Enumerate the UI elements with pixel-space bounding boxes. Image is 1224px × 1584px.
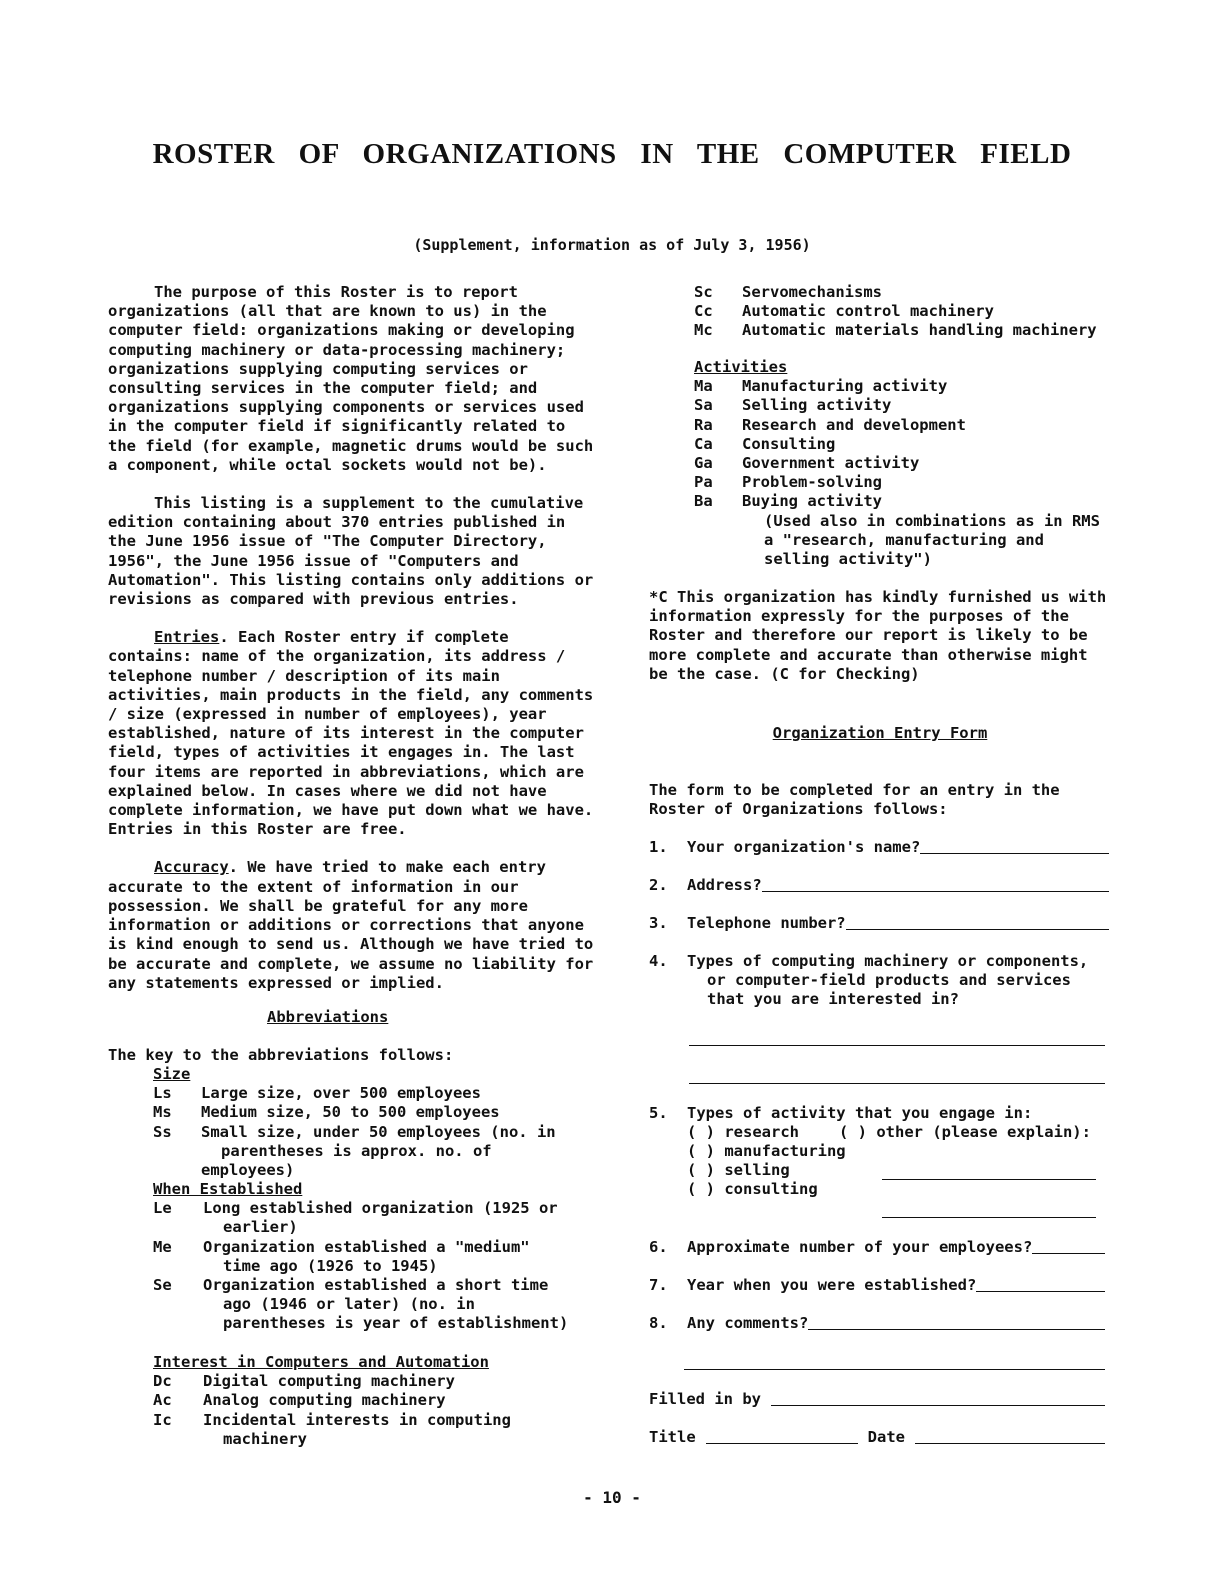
form-question-established: 7. Year when you were established? [649, 1276, 1105, 1295]
activity-item: Pa Problem-solving [694, 473, 882, 492]
established-section [153, 1180, 573, 1334]
form-heading: Organization Entry Form [772, 724, 988, 742]
form-intro: The form to be completed for an entry in the Roster of Organizations follows: [649, 781, 1060, 819]
established-item: Se Organization established a short time ago (1946 or later) (no. in parentheses is year of establishment) [153, 1276, 569, 1333]
option-research[interactable]: ( ) research [687, 1123, 799, 1141]
interests-field-line-1[interactable] [689, 1030, 1105, 1046]
option-consulting[interactable]: ( ) consulting [687, 1180, 818, 1198]
filled-in-by-field[interactable] [771, 1390, 1105, 1406]
interest-item: Dc Digital computing machinery [153, 1372, 455, 1391]
filled-in-by-row: Filled in by [649, 1390, 1105, 1409]
intro-paragraph: The purpose of this Roster is to report organizations (all that are known to us) in the computer field: organizations making or developing computing machinery or data-processing machinery; organizations supplying computing services or consulting services in the computer field; and organizations supplying components or services used in the computer field if significantly related to the field (for example, magnetic drums would be such a component, while octal sockets would not be). [108, 283, 594, 474]
size-item: Ls Large size, over 500 employees [153, 1084, 481, 1103]
date-field[interactable] [915, 1428, 1105, 1444]
activity-item: Sa Selling activity [694, 396, 892, 415]
size-section [153, 1065, 593, 1180]
interest-item: Mc Automatic materials handling machinery [694, 321, 1097, 340]
activity-item: Ra Research and development [694, 415, 966, 434]
interest-item: Cc Automatic control machinery [694, 302, 994, 321]
entries-text: . Each Roster entry if complete contains: name of the organization, its address / telephone number / description of its main activities, main products in the field, any comments / size (expressed in number of employees), year established, nature of its interest in the computer field, types of activities it engages in. The last four items are reported in abbreviations, which are explained below. In cases where we did not have complete information, we have put down what we have. Entries in this Roster are free. [108, 628, 594, 839]
supplement-paragraph: This listing is a supplement to the cumulative edition containing about 370 entries published in the June 1956 issue of "The Computer Directory, 1956", the June 1956 issue of "Computers and Automation". This listing contains only additions or revisions as compared with previous entries. [108, 494, 594, 609]
form-question-activity: 5. Types of activity that you engage in: [649, 1104, 1033, 1122]
interest-item: Ac Analog computing machinery [153, 1391, 446, 1410]
left-column [108, 283, 600, 993]
telephone-field[interactable] [846, 914, 1109, 930]
other-explain-line-2[interactable] [882, 1202, 1096, 1218]
option-manufacturing[interactable]: ( ) manufacturing [687, 1142, 846, 1160]
entries-paragraph [108, 628, 600, 839]
accuracy-text: . We have tried to make each entry accurate to the extent of information in our possession. We shall be grateful for any more information or additions or corrections that anyone is kind enough to send us. Although we have tried to be accurate and complete, we assume no liability for any statements expressed or implied. [108, 858, 594, 992]
interests-field-line-2[interactable] [689, 1068, 1105, 1084]
address-field[interactable] [762, 876, 1109, 892]
page-subtitle: (Supplement, information as of July 3, 1956) [413, 236, 811, 254]
accuracy-heading: Accuracy [154, 858, 229, 877]
established-heading: When Established [153, 1180, 303, 1198]
accuracy-paragraph [108, 858, 600, 992]
form-question-interests: 4. Types of computing machinery or components, or computer-field products and services that you are interested in? [649, 952, 1089, 1009]
activities-heading: Activities [694, 358, 788, 376]
page-title: ROSTER OF ORGANIZATIONS IN THE COMPUTER FIELD [152, 138, 1072, 170]
established-field[interactable] [976, 1276, 1105, 1292]
size-item: Ms Medium size, 50 to 500 employees [153, 1103, 500, 1122]
size-heading: Size [153, 1065, 191, 1083]
checking-note: *C This organization has kindly furnished us with information expressly for the purposes of the Roster and therefore our report is likely to be more complete and accurate than otherwise might be the case. (C for Checking) [649, 588, 1107, 683]
activities-section [694, 358, 1104, 569]
form-question-employees: 6. Approximate number of your employees? [649, 1238, 1105, 1257]
activity-item: Ma Manufacturing activity [694, 377, 948, 396]
activity-item: Ba Buying activity (Used also in combinations as in RMS a "research, manufacturing and selling activity") [694, 492, 1100, 569]
abbreviations-heading: Abbreviations [267, 1008, 389, 1026]
form-question-address: 2. Address? [649, 876, 1109, 895]
interest-section-continued [694, 283, 1124, 341]
comments-field-line-2[interactable] [684, 1354, 1105, 1370]
form-question-telephone: 3. Telephone number? [649, 914, 1109, 933]
page-number: - 10 - [583, 1488, 641, 1507]
form-question-name: 1. Your organization's name? [649, 838, 1109, 857]
option-other[interactable]: ( ) other (please explain): [839, 1123, 1091, 1141]
other-explain-line-1[interactable] [882, 1164, 1096, 1180]
comments-field[interactable] [808, 1314, 1105, 1330]
name-field[interactable] [920, 838, 1109, 854]
activity-item: Ga Government activity [694, 454, 920, 473]
established-item: Le Long established organization (1925 or earlier) [153, 1199, 558, 1237]
title-field[interactable] [706, 1428, 858, 1444]
title-date-row: Title Date [649, 1428, 1105, 1447]
option-selling[interactable]: ( ) selling [687, 1161, 790, 1179]
employees-field[interactable] [1032, 1238, 1105, 1254]
abbreviations-intro: The key to the abbreviations follows: [108, 1046, 454, 1064]
entries-heading: Entries [154, 628, 220, 647]
established-item: Me Organization established a "medium" time ago (1926 to 1945) [153, 1237, 530, 1275]
activity-item: Ca Consulting [694, 434, 836, 453]
form-question-comments: 8. Any comments? [649, 1314, 1105, 1333]
interest-item: Ic Incidental interests in computing machinery [153, 1410, 511, 1448]
interest-section [153, 1353, 573, 1449]
size-item: Ss Small size, under 50 employees (no. in parentheses is approx. no. of employees) [153, 1122, 556, 1180]
interest-item: Sc Servomechanisms [694, 283, 882, 301]
interest-heading: Interest in Computers and Automation [153, 1353, 489, 1371]
